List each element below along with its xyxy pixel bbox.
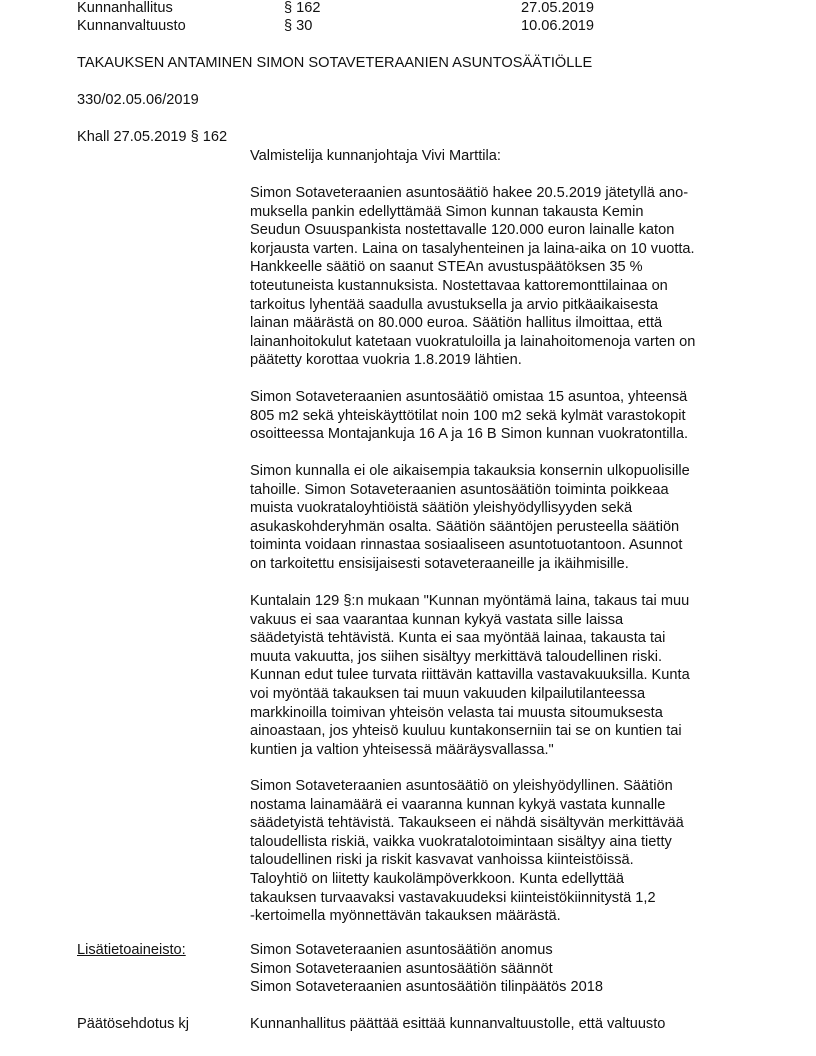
record-number: 330/02.05.06/2019 — [77, 92, 199, 108]
paragraph-line: Kunnan edut tulee turvata riittävän kattavilla vastavakuuksilla. Kunta — [250, 667, 690, 684]
paragraph-line: muista vuokrataloyhtiöistä säätiön yleishyödyllisyyden sekä — [250, 500, 633, 517]
header-row — [77, 17, 777, 35]
paragraph-line: taloudellinen riski ja riskit kasvavat vanhoissa kiinteistöissä. — [250, 852, 634, 869]
paragraph-line: Hankkeelle säätiö on saanut STEAn avustuspäätöksen 35 % — [250, 259, 643, 276]
paragraph-line: toteutuneista kustannuksista. Nostettavaa kattoremonttilainaa on — [250, 277, 668, 294]
paragraph-line: muuta vakuutta, jos siihen sisältyy merkittävä taloudellinen riski. — [250, 648, 663, 665]
additional-info-list — [250, 941, 760, 997]
paragraph-line: toiminta voidaan rinnastaa sosiaaliseen asuntotuotantoon. Asunnot — [250, 537, 683, 554]
paragraph-line: -kertoimella myönnettävän takauksen määrästä. — [250, 908, 561, 925]
paragraph-line: korjausta varten. Laina on tasalyhenteinen ja laina-aika on 10 vuotta. — [250, 240, 695, 257]
additional-info-item: Simon Sotaveteraanien asuntosäätiön anomus — [250, 942, 553, 958]
additional-info-label: Lisätietoaineisto: — [77, 942, 186, 958]
paragraph-line: tarkoitus lyhentää saadulla avustuksella ja arvio pitkäaikaisesta — [250, 296, 659, 313]
paragraph-line: Seudun Osuuspankista nostettavalle 120.000 euron lainalle katon — [250, 222, 675, 239]
paragraph-line: säädetyistä tehtävistä. Kunta ei saa myöntää lainaa, takausta tai — [250, 630, 666, 647]
paragraph — [250, 592, 760, 759]
paragraph-line: voi myöntää takauksen tai muun vakuuden kilpailutilanteessa — [250, 685, 646, 702]
header-date: 10.06.2019 — [521, 18, 595, 34]
paragraph-line: nostama lainamäärä ei vaaranna kunnan kykyä vastata kunnalle — [250, 796, 666, 813]
paragraph-line: vakuus ei saa vaarantaa kunnan kykyä vastata sille laissa — [250, 611, 624, 628]
paragraph — [250, 462, 760, 574]
paragraph-line: päätetty korottaa vuokria 1.8.2019 lähtien. — [250, 352, 522, 369]
paragraph-line: kuntien ja valtion yhteisessä määräysvallassa." — [250, 741, 554, 758]
paragraph-line: muksella pankin edellyttämää Simon kunnan takausta Kemin — [250, 203, 644, 220]
paragraph-line: ainoastaan, jos yhteisö kuuluu kuntakonserniin tai se on kuntien tai — [250, 723, 682, 740]
paragraph-line: Simon Sotaveteraanien asuntosäätiö on yleishyödyllinen. Säätiön — [250, 778, 673, 794]
header-section: § 30 — [284, 18, 313, 34]
paragraph — [250, 388, 760, 444]
paragraph-line: Kuntalain 129 §:n mukaan "Kunnan myöntämä laina, takaus tai muu — [250, 593, 690, 609]
meeting-reference: Khall 27.05.2019 § 162 — [77, 129, 228, 145]
proposal-text: Kunnanhallitus päättää esittää kunnanvaltuustolle, että valtuusto — [250, 1016, 666, 1032]
paragraph-line: säädetyistä tehtävistä. Takaukseen ei nähdä sisältyvän merkittävää — [250, 815, 684, 832]
paragraph — [250, 184, 760, 370]
paragraph-line: asukaskohderyhmän osalta. Säätiön sääntöjen perusteella säätiön — [250, 518, 680, 535]
paragraph-line: Taloyhtiö on liitetty kaukolämpöverkkoon. Kunta edellyttää — [250, 870, 624, 887]
paragraph-line: taloudellista riskiä, vaikka vuokratalotoimintaan sisältyy aina tietty — [250, 833, 672, 850]
header-date: 27.05.2019 — [521, 0, 595, 16]
paragraph-line: osoitteessa Montajankuja 16 A ja 16 B Simon kunnan vuokratontilla. — [250, 426, 689, 443]
paragraph-line: on tarkoitettu ensisijaisesti sotaveteraaneille ja ikäihmisille. — [250, 555, 629, 572]
proposal-label: Päätösehdotus kj — [77, 1016, 189, 1032]
header-row — [77, 0, 777, 17]
additional-info-item: Simon Sotaveteraanien asuntosäätiön säännöt — [250, 960, 553, 977]
header-section: § 162 — [284, 0, 321, 16]
paragraph-line: tahoille. Simon Sotaveteraanien asuntosäätiön toiminta poikkeaa — [250, 481, 669, 498]
paragraph-line: Simon Sotaveteraanien asuntosäätiö omistaa 15 asuntoa, yhteensä — [250, 389, 688, 405]
header-body: Kunnanhallitus — [77, 0, 173, 16]
document-title: TAKAUKSEN ANTAMINEN SIMON SOTAVETERAANIEN ASUNTOSÄÄTIÖLLE — [77, 55, 593, 71]
preparer-line: Valmistelija kunnanjohtaja Vivi Marttila: — [250, 148, 501, 164]
paragraph-line: lainanhoitokulut katetaan vuokratuloilla ja lainahoitomenoja varten on — [250, 333, 696, 350]
paragraph-line: takauksen turvaavaksi vastavakuudeksi kiinteistökiinnitystä 1,2 — [250, 889, 656, 906]
paragraph-line: markkinoilla toimivan yhteisön velasta tai muusta sitoumuksesta — [250, 704, 663, 721]
header-body: Kunnanvaltuusto — [77, 18, 186, 34]
paragraph-line: Simon Sotaveteraanien asuntosäätiö hakee 20.5.2019 jätetyllä ano- — [250, 185, 689, 201]
paragraph-line: Simon kunnalla ei ole aikaisempia takauksia konsernin ulkopuolisille — [250, 463, 690, 479]
paragraph — [250, 777, 760, 926]
paragraph-line: lainan määrästä on 80.000 euroa. Säätiön hallitus ilmoittaa, että — [250, 315, 663, 332]
additional-info-item: Simon Sotaveteraanien asuntosäätiön tilinpäätös 2018 — [250, 979, 603, 996]
paragraph-line: 805 m2 sekä yhteiskäyttötilat noin 100 m2 sekä kylmät varastokopit — [250, 407, 686, 424]
